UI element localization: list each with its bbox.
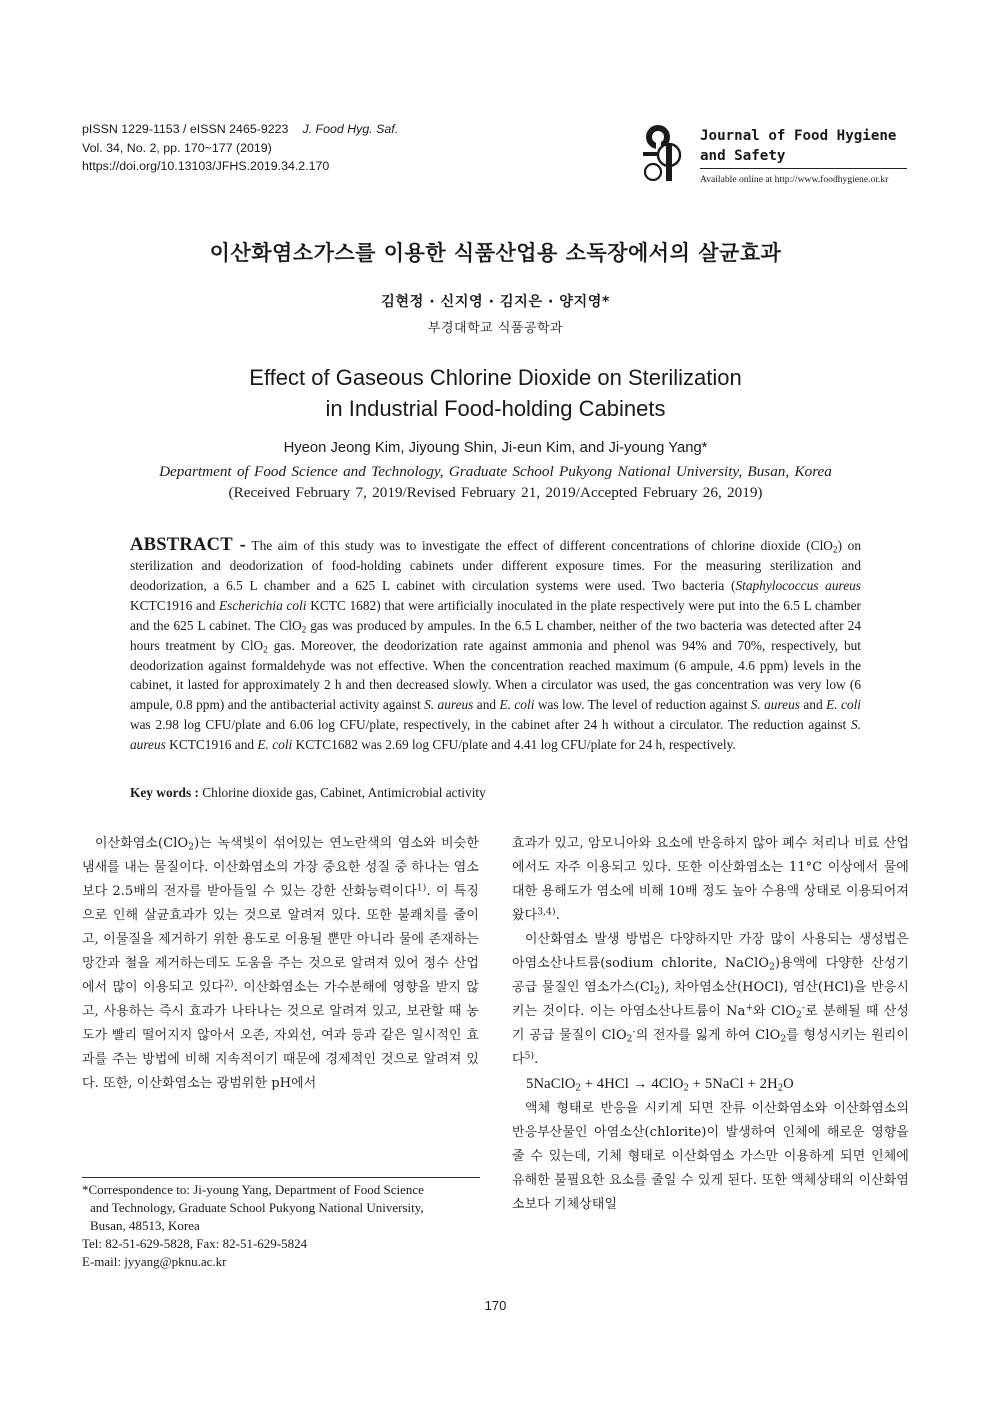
subscript: 2 xyxy=(769,962,776,973)
footnote-line: Busan, 48513, Korea xyxy=(90,1218,200,1234)
english-title xyxy=(0,362,991,424)
citation: 2) xyxy=(224,979,234,990)
abstract-text: KCTC1682 was 2.69 log CFU/plate and 4.41 log CFU/plate for 24 h, respectively. xyxy=(292,737,736,753)
body-text: 효과가 있고, 암모니아와 요소에 반응하지 않아 폐수 처리나 비료 산업에서도 자주 이용되고 있다. 또한 이산화염소는 11°C 이상에서 물에 대한 용해도가 염소에 비해 10배 정도 높아 수용액 상태로 이용되어져 왔다 xyxy=(512,836,909,924)
citation: 5) xyxy=(524,1051,535,1062)
english-title-line2: in Industrial Food-holding Cabinets xyxy=(325,396,666,421)
korean-authors: 김현정 · 신지영 · 김지은 · 양지영* xyxy=(381,294,610,310)
body-text: . 이 특징으로 인해 살균효과가 있는 것으로 알려져 있다. 또한 불쾌치를 줄이고, 이물질을 제거하기 위한 용도로 이용될 뿐만 아니라 물에 존재하는 망간과 철을 제거하는데도 도움을 주는 것으로 알려져 있어 정수 산업에서 많이 이용되고 있다 xyxy=(82,884,479,996)
abstract-text: KCTC1916 and xyxy=(130,597,219,613)
journal-rule xyxy=(700,168,907,169)
english-title-line1: Effect of Gaseous Chlorine Dioxide on Sterilization xyxy=(249,365,742,390)
korean-title: 이산화염소가스를 이용한 식품산업용 소독장에서의 살균효과 xyxy=(209,241,782,265)
volume-line: Vol. 34, No. 2, pp. 170~177 (2019) xyxy=(82,140,272,155)
abstract-text: gas was produced by ampules. In the 6.5 L chamber, neither of the two bacteria was detected after 24 hours treatment by ClO xyxy=(130,617,861,653)
species-name: E. coli xyxy=(257,737,293,753)
body-text: . xyxy=(555,908,560,924)
footnote-line: Tel: 82-51-629-5828, Fax: 82-51-629-5824 xyxy=(82,1236,308,1252)
page-number: 170 xyxy=(484,1298,507,1313)
available-online[interactable]: Available online at http://www.foodhygiene.or.kr xyxy=(700,174,889,185)
subscript: 2 xyxy=(575,1083,581,1095)
abstract-text: KCTC 1682) that were artificially inoculated in the plate respectively were put into the 6.5 L chamber and the 625 L cabinet. The ClO xyxy=(130,597,861,633)
equation-text: O xyxy=(783,1076,794,1093)
journal-name-line1: Journal of Food Hygiene xyxy=(700,128,897,144)
abstract-label: ABSTRACT - xyxy=(130,534,247,555)
equation-text: + 5NaCl + 2H xyxy=(688,1076,778,1093)
subscript: 2 xyxy=(683,1083,689,1095)
footnote-rule xyxy=(82,1177,480,1178)
species-name: S. aureus xyxy=(424,697,474,713)
species-name: E. coli xyxy=(499,697,535,713)
subscript: 2 xyxy=(188,842,195,853)
superscript: - xyxy=(632,1027,636,1038)
abstract-text: The aim of this study was to investigate the effect of different concentrations of chlorine dioxide (ClO xyxy=(246,538,833,553)
paragraph xyxy=(82,832,479,1097)
footnote-line: *Correspondence to: Ji-young Yang, Department of Food Science xyxy=(82,1182,424,1197)
journal-name-line2: and Safety xyxy=(700,147,786,164)
journal-abbrev: J. Food Hyg. Saf. xyxy=(302,122,399,136)
body-text: )용액에 다양한 산성기 공급 물질인 염소가스(Cl xyxy=(512,956,909,996)
abstract xyxy=(130,535,861,755)
journal-name xyxy=(700,127,908,166)
footnote-line: and Technology, Graduate School Pukyong National University, xyxy=(90,1200,424,1216)
subscript: 2 xyxy=(832,545,838,556)
equation-text: + 4HCl → 4ClO xyxy=(580,1076,684,1093)
body-text: . xyxy=(534,1052,539,1068)
subscript: 2 xyxy=(654,986,661,997)
issn-line xyxy=(82,120,398,139)
body-text: ), 차아염소산(HOCl), 염산(HCl)을 반응시키는 것이다. 이는 아염소산나트륨이 Na xyxy=(512,980,909,1020)
korean-affiliation: 부경대학교 식품공학과 xyxy=(427,321,564,336)
species-name: Escherichia coli xyxy=(219,597,307,613)
abstract-text: was low. The level of reduction against xyxy=(534,697,751,713)
species-name: Staphylococcus aureus xyxy=(735,577,861,593)
subscript: 2 xyxy=(301,625,307,636)
email-line[interactable]: E-mail: jyyang@pknu.ac.kr xyxy=(82,1254,227,1270)
doi-link[interactable]: https://doi.org/10.13103/JFHS.2019.34.2.170 xyxy=(82,159,330,173)
journal-logo-icon xyxy=(640,124,688,184)
body-column-right xyxy=(512,832,909,1217)
body-text: 이산화염소(ClO xyxy=(95,836,189,851)
keywords-text: Chlorine dioxide gas, Cabinet, Antimicrobial activity xyxy=(198,785,486,800)
species-name: E. coli xyxy=(826,697,861,713)
body-text: . 이산화염소는 가수분해에 영향을 받지 않고, 사용하는 즉시 효과가 나타나는 것으로 알려져 있고, 보관할 때 농도가 빨리 떨어지지 않아서 오존, 자외선, 여과 등과 같은 일시적인 효과를 주는 방법에 비해 지속적이기 때문에 경제적인 것으로 알려져 있다. 또한, 이산화염소는 광범위한 pH에서 xyxy=(82,980,479,1092)
body-text: 로 분해될 때 산성기 공급 물질이 ClO xyxy=(512,1004,909,1044)
body-text: )는 녹색빛이 섞어있는 연노란색의 염소와 비슷한 냄새를 내는 물질이다. 이산화염소의 가장 중요한 성질 중 하나는 염소보다 2.5배의 전자를 받아들일 수 있는 강한 산화능력이다 xyxy=(82,836,479,900)
correspondence-footnote xyxy=(82,1181,482,1271)
subscript: 2 xyxy=(796,1010,802,1021)
received-dates: (Received February 7, 2019/Revised February 21, 2019/Accepted February 26, 2019) xyxy=(228,484,763,501)
abstract-text: KCTC1916 and xyxy=(165,737,258,753)
body-column-left xyxy=(82,832,479,1097)
subscript: 2 xyxy=(263,644,268,655)
english-affiliation: Department of Food Science and Technology, Graduate School Pukyong National University, Busan, Korea xyxy=(159,463,832,480)
citation: 1) xyxy=(416,883,427,894)
issn: pISSN 1229-1153 / eISSN 2465-9223 xyxy=(82,122,289,136)
journal-header xyxy=(82,120,398,176)
abstract-text: gas. Moreover, the deodorization rate against ammonia and phenol was 94% and 70%, respectively, but deodorization against formaldehyde was not effective. When the concentration reached maximum (6 ampule, 4.6 ppm) levels in the cabinet, it lasted for approximately 2 h and then decreased slowly. When a circulator was used, the gas concentration was very low (6 ampule, 0.8 ppm) and the antibacterial activity against xyxy=(130,637,862,713)
superscript: - xyxy=(801,1003,806,1014)
paragraph xyxy=(512,832,909,928)
chemical-equation xyxy=(512,1072,909,1096)
body-text: 와 ClO xyxy=(753,1004,797,1020)
abstract-text: and xyxy=(473,697,500,713)
superscript: + xyxy=(745,1003,754,1014)
abstract-text: and xyxy=(799,697,827,713)
subscript: 2 xyxy=(780,1034,787,1045)
equation-text: 5NaClO xyxy=(526,1076,576,1093)
abstract-text: ) on sterilization and deodorization of food-holding cabinets under different exposure times. For the measuring sterilization and deodorization, a 6.5 L chamber and a 625 L cabinet with circulation systems were used. Two bacteria ( xyxy=(130,538,862,593)
species-name: S. aureus xyxy=(130,717,861,753)
paragraph xyxy=(512,928,909,1072)
subscript: 2 xyxy=(626,1034,633,1045)
abstract-text: was 2.98 log CFU/plate and 6.06 log CFU/plate, respectively, in the cabinet after 24 h without a circulator. The reduction against xyxy=(130,717,851,733)
species-name: S. aureus xyxy=(750,697,800,713)
paragraph: 액체 형태로 반응을 시키게 되면 잔류 이산화염소와 이산화염소의 반응부산물인 아염소산(chlorite)이 발생하여 인체에 해로운 영향을 줄 수 있는데, 기체 형태로 이산화염소 가스만 이용하게 되면 인체에 유해한 불필요한 요소를 줄일 수 있게 된다. 또한 액체상태의 이산화염소보다 기체상태일 xyxy=(512,1100,909,1212)
english-authors: Hyeon Jeong Kim, Jiyoung Shin, Ji-eun Kim, and Ji-young Yang* xyxy=(283,440,708,456)
citation: 3,4) xyxy=(537,907,556,918)
body-text: 의 전자를 잃게 하여 ClO xyxy=(635,1028,781,1044)
body-text: 이산화염소 발생 방법은 다양하지만 가장 많이 사용되는 생성법은 아염소산나트륨(sodium chlorite, NaClO xyxy=(512,932,909,972)
keywords xyxy=(130,785,861,801)
body-text: 를 형성시키는 원리이다 xyxy=(512,1028,910,1068)
keywords-label: Key words : xyxy=(130,785,199,800)
subscript: 2 xyxy=(777,1083,784,1095)
